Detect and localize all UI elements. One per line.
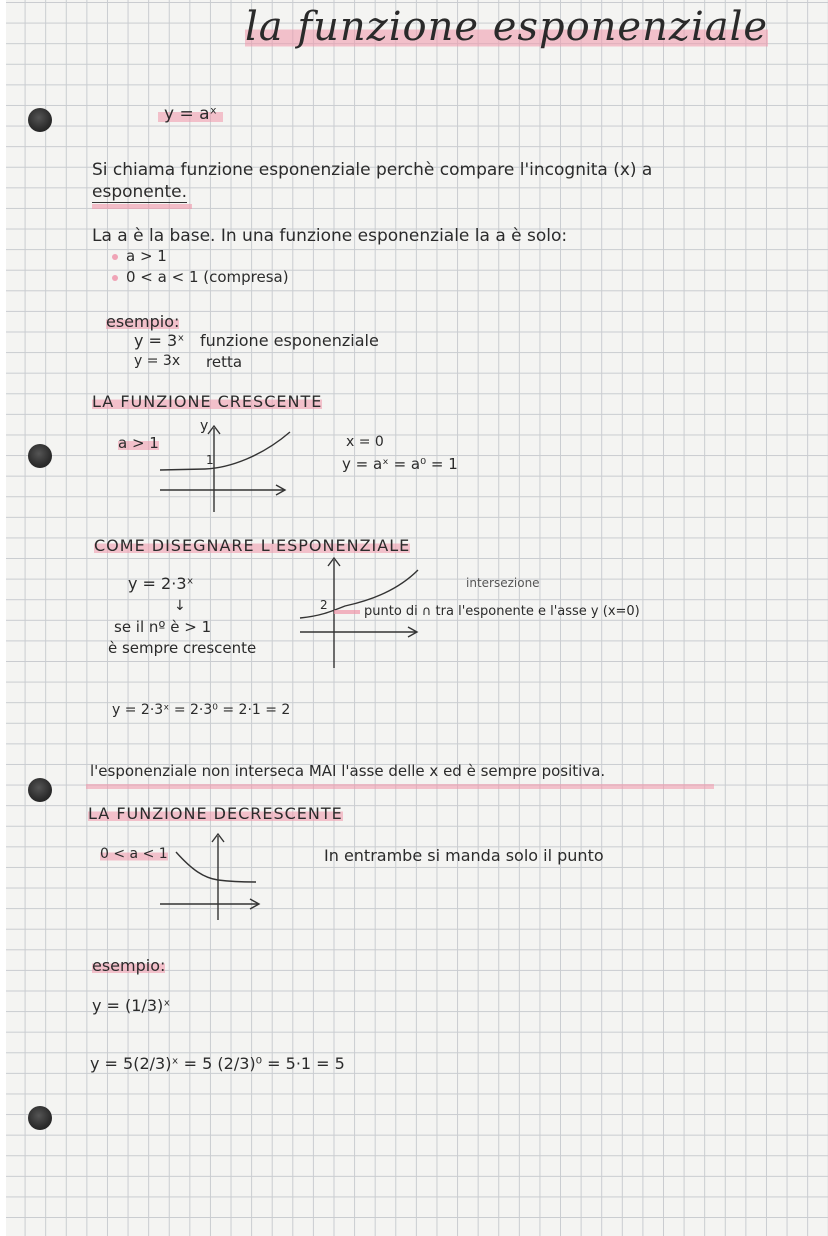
disegnare-rule-2: è sempre crescente bbox=[108, 639, 257, 657]
disegnare-arrow: ↓ bbox=[174, 598, 186, 614]
crescente-condition: a > 1 bbox=[118, 434, 159, 452]
crescente-point-label: 1 bbox=[206, 453, 214, 467]
example-1-label: esempio: bbox=[106, 312, 180, 331]
decrescente-condition: 0 < a < 1 bbox=[100, 846, 168, 862]
disegnare-formula: y = 2·3ˣ bbox=[128, 574, 194, 593]
main-formula: y = aˣ bbox=[158, 104, 223, 124]
disegnare-heading: COME DISEGNARE L'ESPONENZIALE bbox=[94, 536, 411, 555]
disegnare-point-label: 2 bbox=[320, 598, 328, 612]
intro-line-1: Si chiama funzione esponenziale perchè compare l'incognita (x) a bbox=[92, 160, 653, 180]
punto-note: punto di ∩ tra l'esponente e l'asse y (x=0) bbox=[364, 604, 640, 619]
example-1-formula-2: y = 3x bbox=[134, 353, 181, 369]
crescente-note-2: y = aˣ = a⁰ = 1 bbox=[342, 455, 458, 473]
base-bullet-1: a > 1 bbox=[126, 247, 167, 265]
example-1-desc-2: retta bbox=[206, 353, 243, 371]
example-2-label: esempio: bbox=[92, 956, 166, 975]
disegnare-calc: y = 2·3ˣ = 2·3⁰ = 2·1 = 2 bbox=[112, 702, 291, 718]
intersezione-label: intersezione bbox=[466, 576, 540, 590]
example-1-desc-1: funzione esponenziale bbox=[200, 331, 379, 350]
decrescente-heading: LA FUNZIONE DECRESCENTE bbox=[88, 804, 343, 823]
crescente-axis-y: y bbox=[200, 418, 209, 434]
crescente-note-1: x = 0 bbox=[346, 434, 384, 450]
disegnare-rule-1: se il nº è > 1 bbox=[114, 618, 212, 636]
example-2-formula-2: y = 5(2/3)ˣ = 5 (2/3)⁰ = 5·1 = 5 bbox=[90, 1054, 345, 1073]
crescente-heading: LA FUNZIONE CRESCENTE bbox=[92, 392, 323, 411]
example-1-formula-1: y = 3ˣ bbox=[134, 331, 185, 350]
page-title: la funzione esponenziale bbox=[245, 4, 769, 50]
intro-line-2: esponente. bbox=[92, 182, 188, 202]
decrescente-note: In entrambe si manda solo il punto bbox=[324, 846, 604, 865]
positiva-note: l'esponenziale non interseca MAI l'asse delle x ed è sempre positiva. bbox=[90, 762, 606, 780]
example-2-formula-1: y = (1/3)ˣ bbox=[92, 996, 171, 1015]
base-line: La a è la base. In una funzione esponenziale la a è solo: bbox=[92, 226, 568, 246]
base-bullet-2: 0 < a < 1 (compresa) bbox=[126, 268, 289, 286]
